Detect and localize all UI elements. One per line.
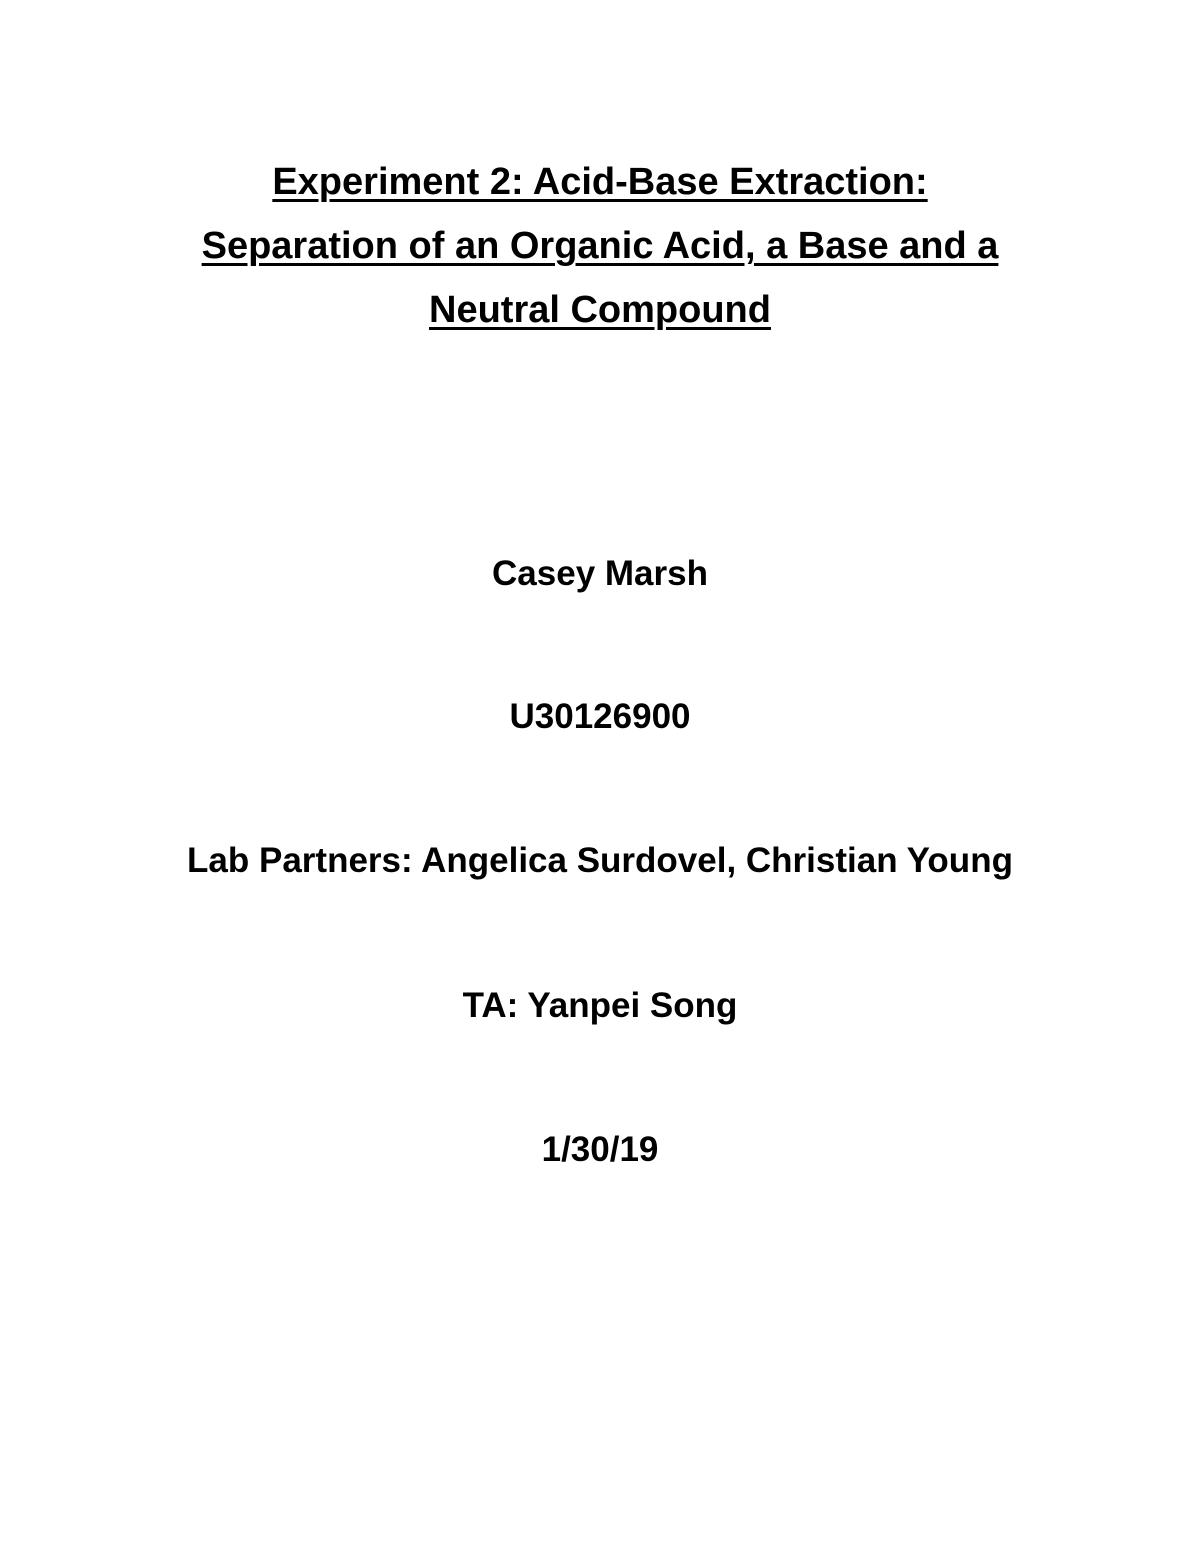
author-name: Casey Marsh [492,554,708,593]
student-id: U30126900 [509,697,691,736]
report-date: 1/30/19 [541,1130,659,1169]
title-line-3: Neutral Compound [429,289,771,331]
lab-partners: Lab Partners: Angelica Surdovel, Christian Young [187,841,1013,880]
teaching-assistant: TA: Yanpei Song [462,986,738,1025]
title-line-1: Experiment 2: Acid-Base Extraction: [272,161,928,203]
document-title [100,150,1100,342]
title-line-2: Separation of an Organic Acid, a Base and a [201,225,999,267]
